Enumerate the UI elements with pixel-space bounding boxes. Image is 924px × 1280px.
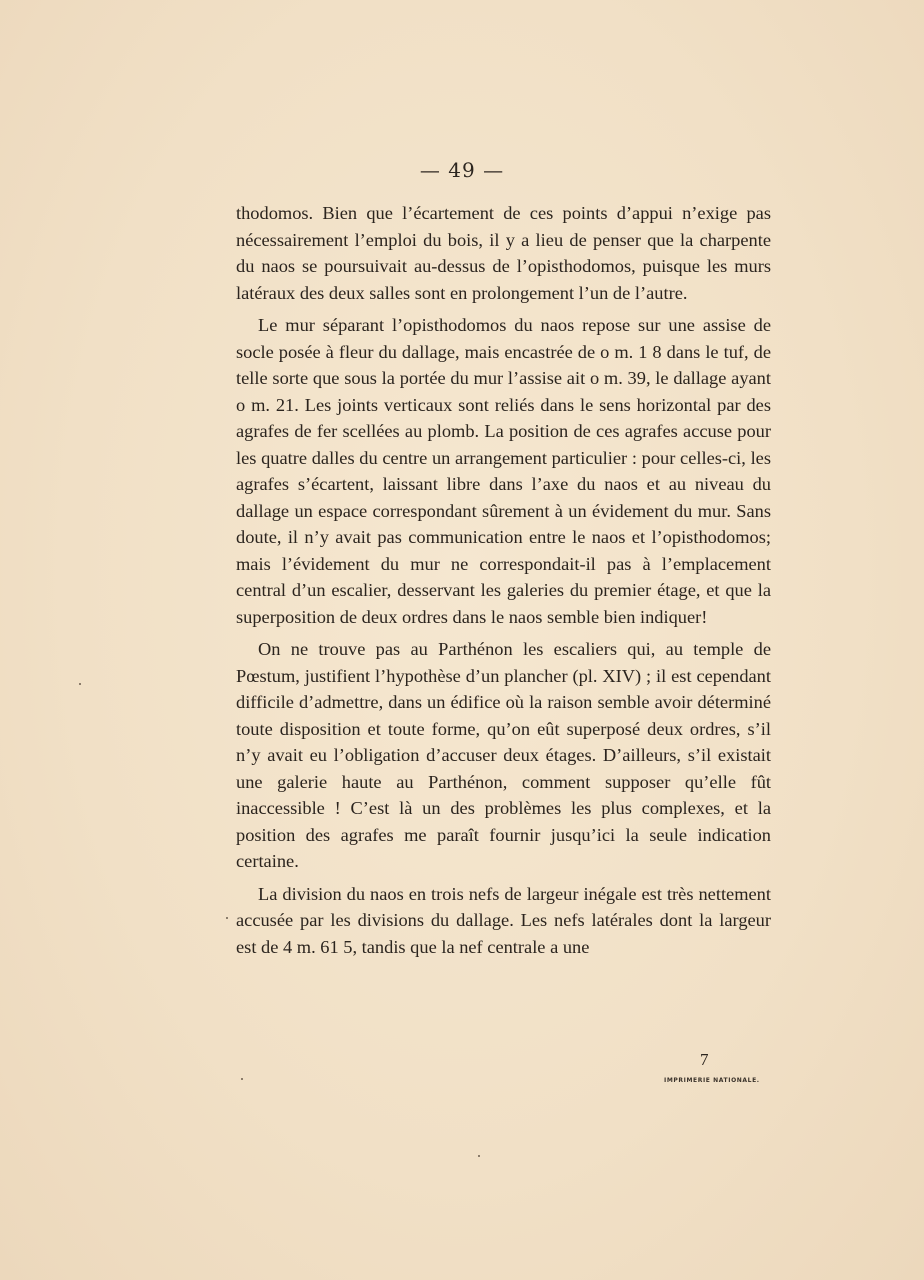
body-text bbox=[236, 200, 771, 966]
page-number: — 49 — bbox=[419, 158, 505, 182]
printer-imprint: IMPRIMERIE NATIONALE. bbox=[664, 1077, 760, 1084]
paragraph-1: thodomos. Bien que l’écartement de ces points d’appui n’exige pas nécessairement l’emploi du bois, il y a lieu de penser que la charpente du naos se poursuivait au-dessus de l’opisthodomos, puisque les murs latéraux des deux salles sont en prolongement l’un de l’autre. bbox=[236, 203, 771, 303]
paragraph-3: On ne trouve pas au Parthénon les escaliers qui, au temple de Pœstum, justifient l’hypothèse d’un plancher (pl. XIV) ; il est cependant difficile d’admettre, dans un édifice où la raison semble avoir déterminé toute disposition et toute forme, qu’on eût superposé deux ordres, s’il n’y avait eu l’obligation d’accuser deux étages. D’ailleurs, s’il existait une galerie haute au Parthénon, comment supposer qu’elle fût inaccessible ! C’est là un des problèmes les plus complexes, et la position des agrafes me paraît fournir jusqu’ici la seule indication certaine. bbox=[236, 639, 771, 871]
paper-speck bbox=[79, 683, 81, 685]
paper-speck bbox=[226, 917, 228, 919]
paper-speck bbox=[478, 1155, 480, 1157]
paragraph-4: La division du naos en trois nefs de largeur inégale est très nettement accusée par les divisions du dallage. Les nefs latérales dont la largeur est de 4 m. 61 5, tandis que la nef centrale a une bbox=[236, 883, 771, 957]
paragraph-2: Le mur séparant l’opisthodomos du naos repose sur une assise de socle posée à fleur du dallage, mais encastrée de o m. 1 8 dans le tuf, de telle sorte que sous la portée du mur l’assise ait o m. 39, le dallage ayant o m. 21. Les joints verticaux sont reliés dans le sens horizontal par des agrafes de fer scellées au plomb. La position de ces agrafes accuse pour les quatre dalles du centre un arrangement particulier : pour celles-ci, les agrafes s’écartent, laissant libre dans l’axe du naos et au niveau du dallage un espace correspondant sûrement à un évidement du mur. Sans doute, il n’y avait pas communication entre le naos et l’opisthodomos; mais l’évidement du mur ne correspondait-il pas à l’emplacement central d’un escalier, desservant les galeries du premier étage, et que la superposition de deux ordres dans le naos semble bien indiquer! bbox=[236, 315, 771, 627]
paper-speck bbox=[241, 1078, 243, 1080]
signature-mark: 7 bbox=[700, 1050, 709, 1069]
